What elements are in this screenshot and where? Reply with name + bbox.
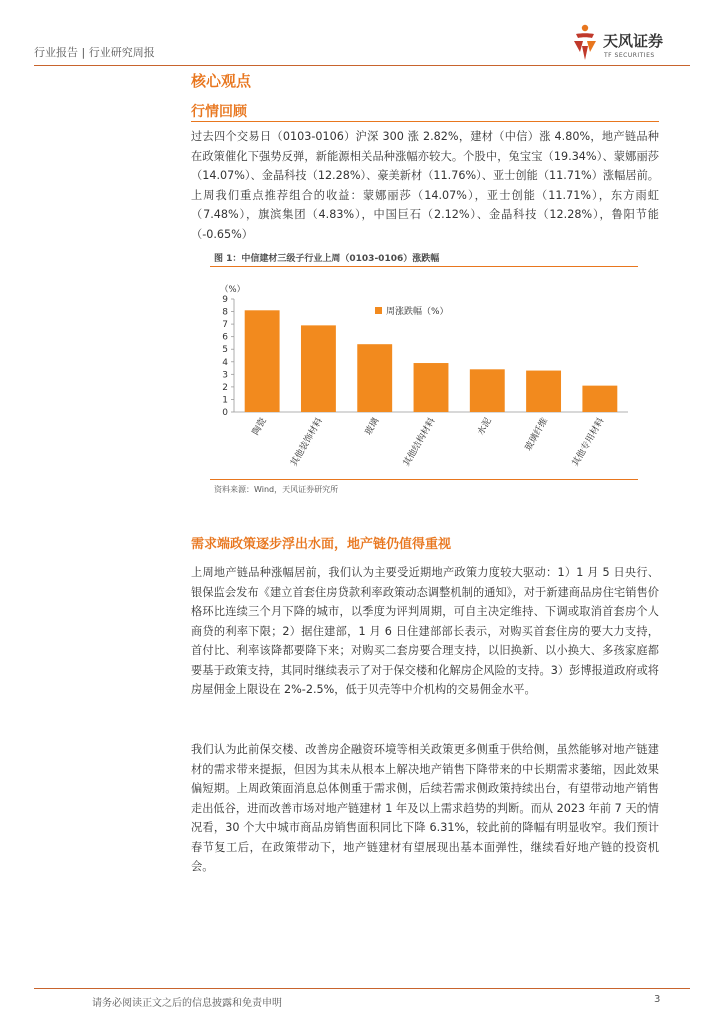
- figure-top-rule: [210, 266, 638, 267]
- bar: [526, 371, 561, 412]
- y-tick-label: 6: [222, 332, 228, 343]
- bar: [414, 363, 449, 412]
- bar: [245, 310, 280, 412]
- y-tick-label: 2: [222, 382, 228, 393]
- y-tick-label: 7: [222, 320, 228, 331]
- y-tick-label: 4: [222, 357, 228, 368]
- bar: [582, 386, 617, 412]
- bar: [470, 369, 505, 412]
- y-tick-label: 5: [222, 345, 228, 356]
- figure-bottom-rule: [210, 479, 638, 480]
- section-underline: [191, 121, 659, 122]
- footer-disclaimer: 请务必阅读正文之后的信息披露和免责申明: [92, 998, 282, 1009]
- x-tick-label: 玻璃纤维: [523, 416, 551, 453]
- logo-mark-icon: [570, 24, 600, 62]
- figure-source: 资料来源：Wind，天风证券研究所: [214, 485, 339, 494]
- x-tick-label: 陶瓷: [251, 416, 269, 438]
- y-axis-unit-label: （%）: [220, 285, 246, 295]
- section-market-review: 行情回顾: [191, 104, 247, 120]
- header-divider: [34, 65, 690, 66]
- section-demand-policy: 需求端政策逐步浮出水面，地产链仍值得重视: [191, 537, 452, 552]
- y-tick-label: 9: [222, 295, 228, 305]
- section-core-view: 核心观点: [191, 72, 252, 90]
- bar-chart: [210, 270, 638, 476]
- x-tick-label: 玻璃: [363, 416, 382, 438]
- y-tick-label: 3: [222, 370, 228, 381]
- chart-legend: [375, 305, 449, 317]
- logo-subtitle: TF SECURITIES: [604, 52, 655, 59]
- bar: [301, 325, 336, 412]
- legend-label: 周涨跌幅（%）: [386, 307, 449, 317]
- footer-divider: [34, 988, 690, 989]
- header-breadcrumb: 行业报告 | 行业研究周报: [34, 46, 155, 59]
- x-tick-label: 水泥: [476, 416, 494, 438]
- y-tick-label: 0: [222, 408, 228, 418]
- paragraph-market-review: 过去四个交易日（0103-0106）沪深 300 涨 2.82%，建材（中信）涨 4.80%，地产链品种在政策催化下强势反弹，新能源相关品种涨幅亦较大。个股中，兔宝宝（19.34%）、蒙娜丽莎（14.07%）、金晶科技（12.28%）、豪美新材（11.76%）、亚士创能（11.71%）涨幅居前。上周我们重点推荐组合的收益：蒙娜丽莎（14.07%），亚士创能（11.71%），东方雨虹（7.48%），旗滨集团（4.83%），中国巨石（2.12%）、金晶科技（12.28%），鲁阳节能（-0.65%）: [191, 130, 659, 241]
- paragraph-outlook: 我们认为此前保交楼、改善房企融资环境等相关政策更多侧重于供给侧，虽然能够对地产链建材的需求带来提振，但因为其未从根本上解决地产销售下降带来的中长期需求萎缩，因此效果偏短期。上周政策面消息总体侧重于需求侧，后续若需求侧政策持续出台，有望带动地产销售走出低谷，进而改善市场对地产链建材 1 年及以上需求趋势的判断。而从 2023 年前 7 天的情况看，30 个大中城市商品房销售面积同比下降 6.31%，较此前的降幅有明显收窄。我们预计春节复工后，在政策带动下，地产链建材有望展现出基本面弹性，继续看好地产链的投资机会。: [191, 743, 659, 873]
- y-tick-label: 1: [222, 395, 228, 406]
- x-tick-label: 其他结构材料: [401, 416, 438, 469]
- y-tick-label: 8: [222, 307, 228, 318]
- legend-swatch: [375, 307, 382, 314]
- page-number: 3: [654, 994, 661, 1005]
- x-tick-label: 其他装饰材料: [289, 416, 326, 469]
- company-logo: [570, 24, 690, 66]
- figure-title: 图 1：中信建材三级子行业上周（0103-0106）涨跌幅: [214, 254, 440, 264]
- bar: [357, 344, 392, 412]
- logo-name: 天风证券: [603, 32, 664, 50]
- x-tick-label: 其他专用材料: [570, 416, 607, 469]
- paragraph-demand-policy: 上周地产链品种涨幅居前，我们认为主要受近期地产政策力度较大驱动：1）1 月 5 日央行、银保监会发布《建立首套住房贷款利率政策动态调整机制的通知》，对于新建商品房住宅销售价格环比连续三个月下降的城市，以季度为评判周期，可自主决定维持、下调或取消首套房个人商贷的利率下限；2）据住建部，1 月 6 日住建部部长表示，对购买首套住房的要大力支持，首付比、利率该降都要降下来；对购买二套房要合理支持，以旧换新、以小换大、多孩家庭都要基于政策支持，其同时继续表示了对于保交楼和化解房企风险的支持。3）彭博报道政府或将房屋佣金上限设在 2%-2.5%，低于贝壳等中介机构的交易佣金水平。: [191, 566, 659, 696]
